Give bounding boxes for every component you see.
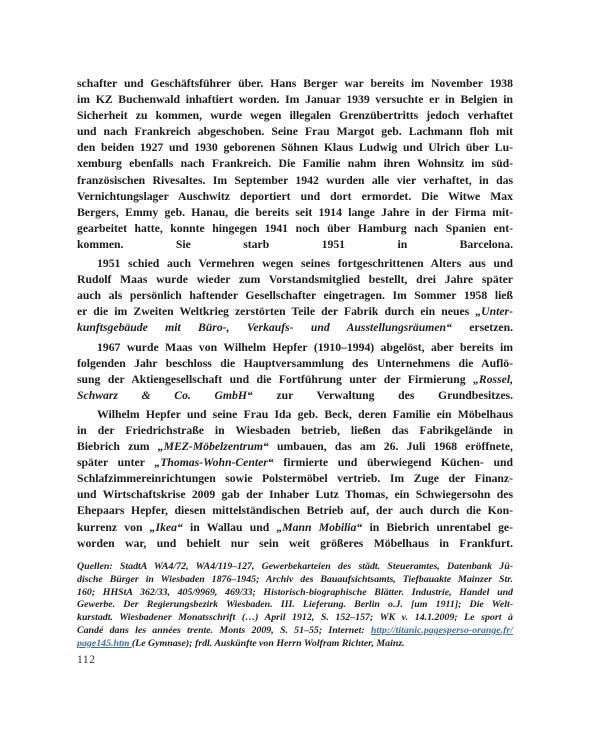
text-line xyxy=(77,189,513,205)
text-line xyxy=(77,612,513,625)
text-segment: im KZ Buchenwald inhaftiert worden. Im Januar 1939 versuchte er in Belgien in xyxy=(77,93,513,107)
italic-text-segment: : StadtA WA4/72, WA4/119–127, Gewerbekarteien des städt. Steueramtes, Datenbank Jü- xyxy=(109,560,513,572)
text-segment: ersetzen. xyxy=(451,321,513,335)
body-paragraph xyxy=(77,256,513,336)
text-segment: er die im Zweiten Weltkrieg zerstörten Teile der Fabrik durch ein neues xyxy=(77,305,476,319)
text-line xyxy=(77,587,513,600)
text-line xyxy=(77,356,513,372)
text-line xyxy=(77,455,513,471)
text-segment: Biebrich zum xyxy=(77,440,158,454)
italic-text-segment: Schwarz & Co. GmbH“ xyxy=(77,388,253,402)
text-segment: und nach Frankreich abgeschoben. Seine Frau Margot geb. Lachmann floh mit xyxy=(77,125,513,139)
text-line xyxy=(77,92,513,108)
italic-text-segment: „MEZ-Möbelzentrum“ xyxy=(157,440,269,454)
text-line xyxy=(77,237,513,253)
italic-text-segment: „Rossel, xyxy=(473,372,513,386)
text-segment: Sicherheit zu kommen, wurde wegen illegalen Grenzübertritts jedoch verhaftet xyxy=(77,109,513,123)
text-segment: 1967 wurde Maas von Wilhelm Hepfer (1910–1994) abgelöst, aber bereits im xyxy=(97,340,513,354)
text-line xyxy=(77,487,513,503)
text-segment: firmierte und überwiegend Küchen- und xyxy=(273,456,513,470)
text-segment: umbauen, das am 26. Juli 1968 eröffnete, xyxy=(268,440,513,454)
text-line xyxy=(77,503,513,519)
text-line xyxy=(77,108,513,124)
text-segment: Vernichtungslager Auschwitz deportiert und dort ermordet. Die Witwe Max xyxy=(77,189,513,203)
italic-text-segment: (Le Gymnase); frdl. Auskünfte von Herrn Wolfram Richter, Mainz. xyxy=(131,638,405,650)
italic-text-segment: „Ikea“ xyxy=(149,520,183,534)
sources-label: Quellen xyxy=(77,560,110,572)
text-segment: und Wirtschaftskrise 2009 gab der Inhaber Lutz Thomas, ein Schwiegersohn des xyxy=(77,488,513,502)
text-line xyxy=(77,76,513,92)
body-paragraph xyxy=(77,407,513,552)
text-segment: folgenden Jahr beschloss die Hauptversammlung des Unternehmens die Auflö- xyxy=(77,356,513,370)
text-line xyxy=(77,561,513,574)
text-line xyxy=(77,272,513,288)
text-segment: später unter xyxy=(77,456,155,470)
text-line xyxy=(77,638,513,651)
italic-text-segment: „Mann Mobilia“ xyxy=(276,520,363,534)
text-line xyxy=(77,599,513,612)
text-segment: zur Verwaltung des Grundbesitzes. xyxy=(252,388,513,402)
text-segment: in Biebrich unrentabel ge- xyxy=(362,520,513,534)
text-line xyxy=(77,304,513,320)
text-segment: 1951 schied auch Vermehren wegen seines fortgeschrittenen Alters aus und xyxy=(97,257,513,271)
text-line xyxy=(77,388,513,404)
italic-text-segment: 160; HHStA 362/33, 405/9969, 469/33; Historisch-biographische Blätter. Industrie, Handel und xyxy=(77,586,513,598)
page-number: 112 xyxy=(77,654,96,666)
text-line xyxy=(77,320,513,336)
text-segment: sung der Aktiengesellschaft und die Fortführung unter der Firmierung xyxy=(77,372,474,386)
text-line xyxy=(77,439,513,455)
italic-text-segment: „Unter- xyxy=(475,305,513,319)
hyperlink[interactable]: http://titanic.pagesperso-orange.fr/ xyxy=(370,625,513,637)
text-line xyxy=(77,221,513,237)
text-segment: kurrenz von xyxy=(77,520,150,534)
text-line xyxy=(77,536,513,552)
text-line xyxy=(77,471,513,487)
text-line xyxy=(77,407,513,423)
text-line xyxy=(77,173,513,189)
italic-text-segment: kunftsgebäude mit Büro-, Verkaufs- und Ausstellungsräumen“ xyxy=(77,321,452,335)
text-line xyxy=(77,205,513,221)
text-line xyxy=(77,372,513,388)
text-segment: Bergers, Emmy geb. Hanau, die bereits seit 1914 lange Jahre in der Firma mit- xyxy=(77,205,513,219)
body-paragraph xyxy=(77,340,513,404)
text-segment: in Wallau und xyxy=(182,520,277,534)
italic-text-segment: Gewerbe. Der Regierungsbezirk Wiesbaden. III. Lieferung. Berlin o.J. [um 1911]; Die Welt- xyxy=(77,599,513,611)
text-segment: xemburg ebenfalls nach Frankreich. Die Familie nahm ihren Wohnsitz im süd- xyxy=(77,157,513,171)
text-segment: Rudolf Maas wurde wieder zum Vorstandsmitglied bestellt, drei Jahre später xyxy=(77,273,513,287)
body-paragraph xyxy=(77,76,513,253)
hyperlink[interactable]: page145.htm xyxy=(77,638,132,650)
italic-text-segment: „Thomas-Wohn-Center“ xyxy=(154,456,274,470)
text-segment: auch als persönlich haftender Gesellschafter eingetragen. Im Sommer 1958 ließ xyxy=(77,289,513,303)
text-column xyxy=(77,76,513,654)
text-segment: worden war, und behielt nur sein weit größeres Möbelhaus in Frankfurt. xyxy=(77,536,513,550)
text-line xyxy=(77,340,513,356)
text-segment: französischen Rivesaltes. Im September 1942 wurden alle vier verhaftet, in das xyxy=(77,173,513,187)
text-segment: den beiden 1927 und 1930 geborenen Söhnen Klaus Ludwig und Ulrich über Lu- xyxy=(77,141,513,155)
italic-text-segment: kurstadt. Wiesbadener Monatsschrift (…) April 1912, S. 152–157; WK v. 14.1.2009; Le sport à xyxy=(77,612,513,624)
text-line xyxy=(77,520,513,536)
text-segment: schafter und Geschäftsführer über. Hans Berger war bereits im November 1938 xyxy=(77,77,513,90)
text-line xyxy=(77,140,513,156)
text-line xyxy=(77,423,513,439)
text-line xyxy=(77,574,513,587)
text-line xyxy=(77,625,513,638)
text-segment: Wilhelm Hepfer und seine Frau Ida geb. Beck, deren Familie ein Möbelhaus xyxy=(97,407,513,421)
text-line xyxy=(77,124,513,140)
italic-text-segment: Candé dans les années trente. Monts 2009, S. 51–55; Internet: xyxy=(77,625,371,637)
text-line xyxy=(77,288,513,304)
text-segment: in der Friedrichstraße in Wiesbaden betrieb, ließen das Fabrikgelände in xyxy=(77,423,513,437)
text-segment: Ehepaars Hepfer, diesen mittelständischen Betrieb auf, der auch durch die Kon- xyxy=(77,504,513,518)
italic-text-segment: dische Bürger in Wiesbaden 1876–1945; Archiv des Bauaufsichtsamts, Tiefbauakte Mainzer Str. xyxy=(77,573,513,585)
sources-paragraph xyxy=(77,561,513,651)
text-line xyxy=(77,156,513,172)
text-line xyxy=(77,256,513,272)
text-segment: gearbeitet hatte, konnte hingegen 1941 noch über Hamburg nach Spanien ent- xyxy=(77,221,513,235)
text-segment: Schlafzimmereinrichtungen sowie Polstermöbel vertrieb. Im Zuge der Finanz- xyxy=(77,472,513,486)
text-segment: kommen. Sie starb 1951 in Barcelona. xyxy=(77,237,513,251)
